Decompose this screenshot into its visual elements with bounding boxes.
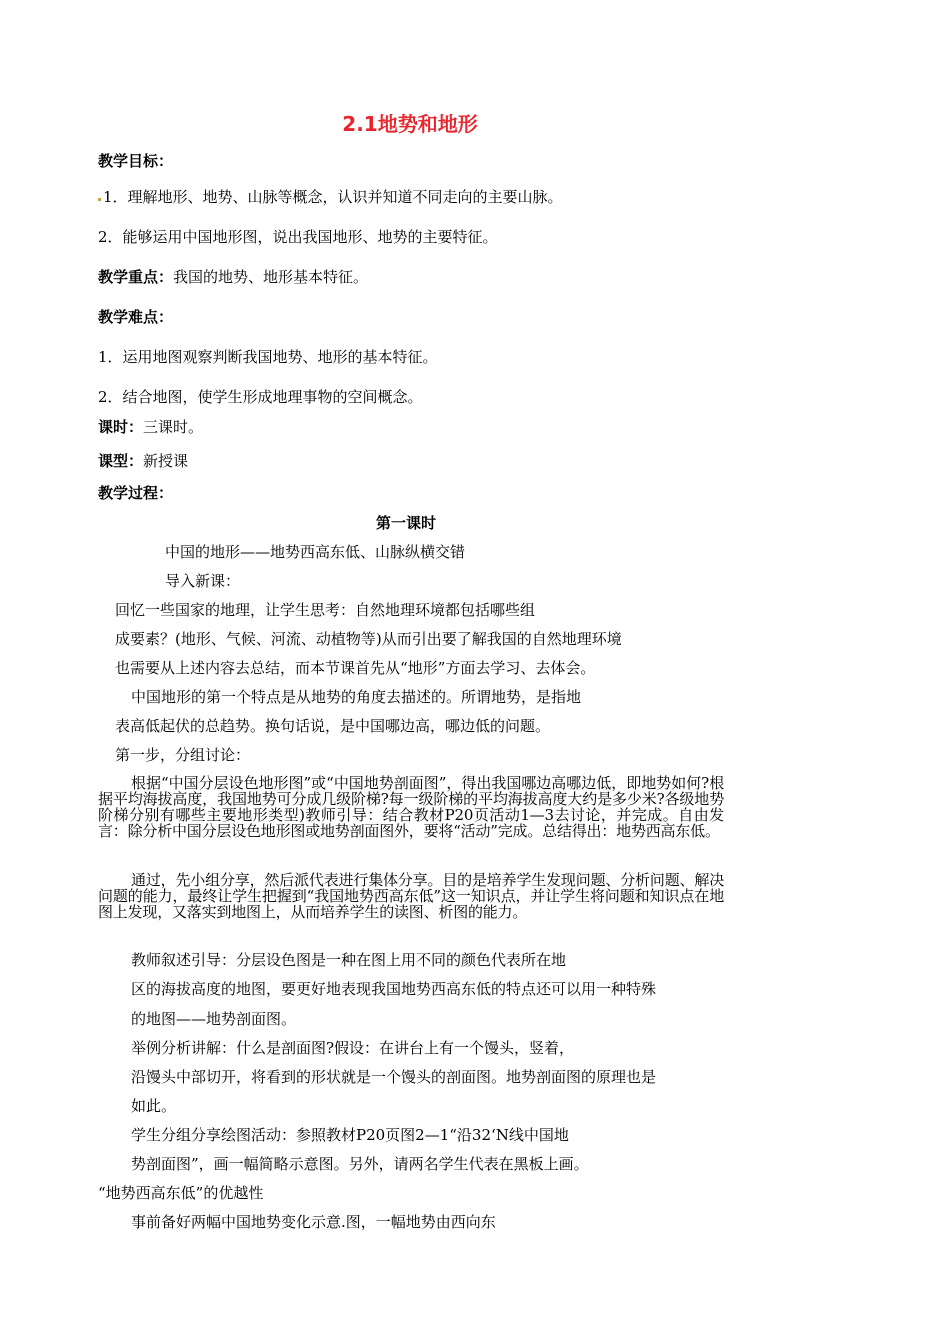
body-line: 势剖面图”，画一幅简略示意图。另外，请两名学生代表在黑板上画。	[131, 1155, 589, 1173]
body-line: 教师叙述引导：分层设色图是一种在图上用不同的颜色代表所在地	[131, 951, 567, 969]
key-point	[98, 268, 368, 286]
difficulty-item-2: 2．结合地图，使学生形成地理事物的空间概念。	[98, 388, 423, 406]
paragraph-discussion: 根据“中国分层设色地形图”或“中国地势剖面图”，得出我国哪边高哪边低，即地势如何?根据平均海拔高度，我国地势可分成几级阶梯?每一级阶梯的平均海拔高度大约是多少米?各级地势阶梯分别有哪些主要地形类型)教师引导：结合教材P20页活动1—3去讨论，并完成。自由发言：除分析中国分层设色地形图或地势剖面图外，要将“活动”完成。总结得出：地势西高东低。	[98, 774, 724, 840]
key-label: 教学重点：	[98, 268, 174, 286]
body-line: 中国的地形——地势西高东低、山脉纵横交错	[165, 543, 466, 561]
key-text: 我国的地势、地形基本特征。	[173, 268, 369, 286]
period-text: 三课时。	[143, 418, 204, 436]
body-line: 中国地形的第一个特点是从地势的角度去描述的。所谓地势，是指地	[131, 688, 582, 706]
lesson-heading: 第一课时	[375, 514, 436, 532]
document-title: 2.1地势和地形	[342, 112, 478, 136]
body-line: 成要素？(地形、气候、河流、动植物等)从而引出要了解我国的自然地理环境	[115, 630, 622, 648]
type-label: 课型：	[98, 452, 144, 470]
body-line: “地势西高东低”的优越性	[98, 1184, 264, 1202]
body-line: 举例分析讲解：什么是剖面图?假设：在讲台上有一个馒头，竖着，	[131, 1039, 575, 1057]
body-line: 第一步，分组讨论：	[115, 746, 251, 764]
body-line: 区的海拔高度的地图，要更好地表现我国地势西高东低的特点还可以用一种特殊	[131, 980, 657, 998]
difficulty-item-1: 1．运用地图观察判断我国地势、地形的基本特征。	[98, 348, 438, 366]
body-line: 如此。	[131, 1097, 177, 1115]
type-text: 新授课	[143, 452, 189, 470]
period-label: 课时：	[98, 418, 144, 436]
body-line: 表高低起伏的总趋势。换句话说，是中国哪边高，哪边低的问题。	[115, 717, 551, 735]
body-line: 事前备好两幅中国地势变化示意.图，一幅地势由西向东	[131, 1213, 496, 1231]
body-line: 导入新课：	[165, 572, 241, 590]
body-line: 也需要从上述内容去总结，而本节课首先从“地形”方面去学习、去体会。	[115, 659, 596, 677]
process-heading: 教学过程：	[98, 484, 174, 502]
body-line: 沿馒头中部切开，将看到的形状就是一个馒头的剖面图。地势剖面图的原理也是	[131, 1068, 657, 1086]
body-line: 的地图——地势剖面图。	[131, 1010, 297, 1028]
body-line: 回忆一些国家的地理，让学生思考：自然地理环境都包括哪些组	[115, 601, 536, 619]
goals-heading: 教学目标：	[98, 152, 174, 170]
goal-item-2: 2．能够运用中国地形图，说出我国地形、地势的主要特征。	[98, 228, 498, 246]
body-line: 学生分组分享绘图活动：参照教材P20页图2—1“沿32‘N线中国地	[131, 1126, 569, 1144]
goal-item-1: 1．理解地形、地势、山脉等概念，认识并知道不同走向的主要山脉。	[98, 188, 563, 206]
paragraph-sharing: 通过，先小组分享，然后派代表进行集体分享。目的是培养学生发现问题、分析问题、解决问题的能力，最终让学生把握到“我国地势西高东低”这一知识点，并让学生将问题和知识点在地图上发现，又落实到地图上，从而培养学生的读图、析图的能力。	[98, 871, 724, 921]
period-line	[98, 418, 203, 436]
mark-dot	[98, 198, 101, 201]
difficulty-heading: 教学难点：	[98, 308, 174, 326]
type-line	[98, 452, 188, 470]
